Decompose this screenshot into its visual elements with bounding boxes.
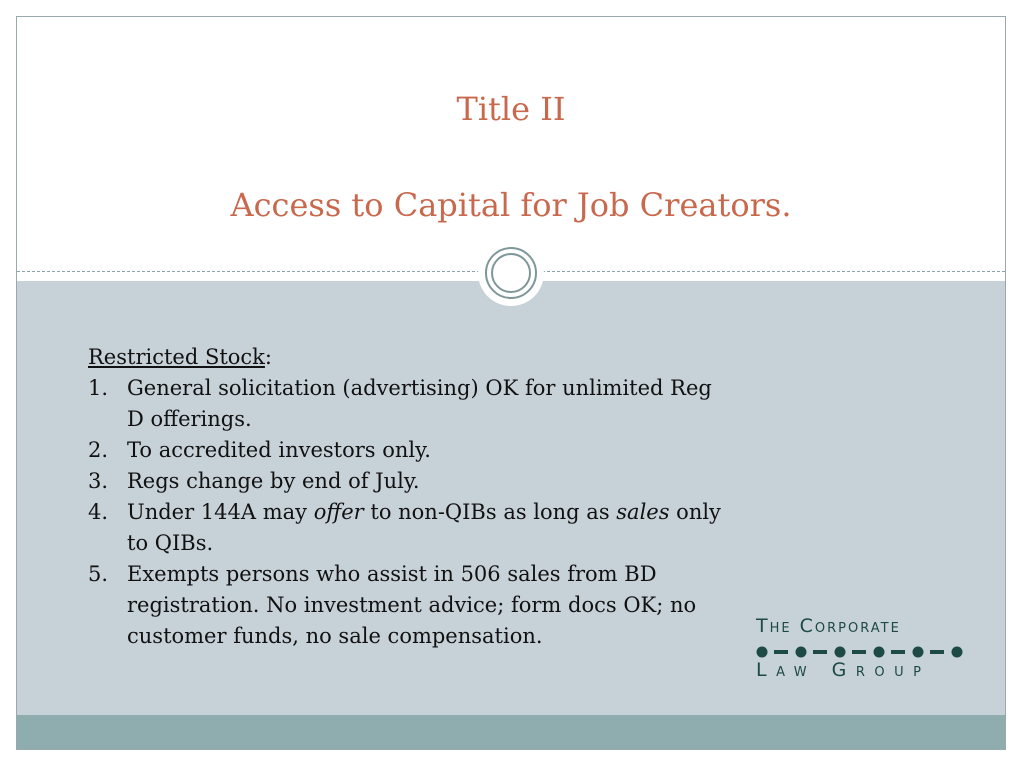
numbered-list — [88, 373, 728, 652]
slide-subtitle: Access to Capital for Job Creators. — [230, 186, 792, 224]
list-item: 4. Under 144A may offer to non-QIBs as long as sales only to QIBs. — [88, 500, 721, 555]
section-heading: Restricted Stock: — [88, 345, 272, 369]
list-item: 2. To accredited investors only. — [88, 438, 431, 462]
circle-ornament-icon — [478, 240, 544, 306]
company-logo — [754, 615, 966, 679]
title-area — [17, 17, 1005, 271]
slide-title: Title II — [456, 90, 566, 128]
footer-bar — [17, 715, 1005, 749]
list-item: 3. Regs change by end of July. — [88, 469, 420, 493]
slide-body — [88, 342, 728, 652]
logo-text-line2: Law Group — [756, 659, 931, 681]
list-item: 1. General solicitation (advertising) OK for unlimited Reg D offerings. — [88, 376, 712, 431]
logo-dots-icon — [756, 645, 964, 659]
list-item: 5. Exempts persons who assist in 506 sales from BD registration. No investment advice; form docs OK; no customer funds, no sale compensation. — [88, 562, 697, 648]
logo-text-line1: The Corporate — [756, 615, 901, 637]
section-heading-text: Restricted Stock — [88, 345, 265, 369]
